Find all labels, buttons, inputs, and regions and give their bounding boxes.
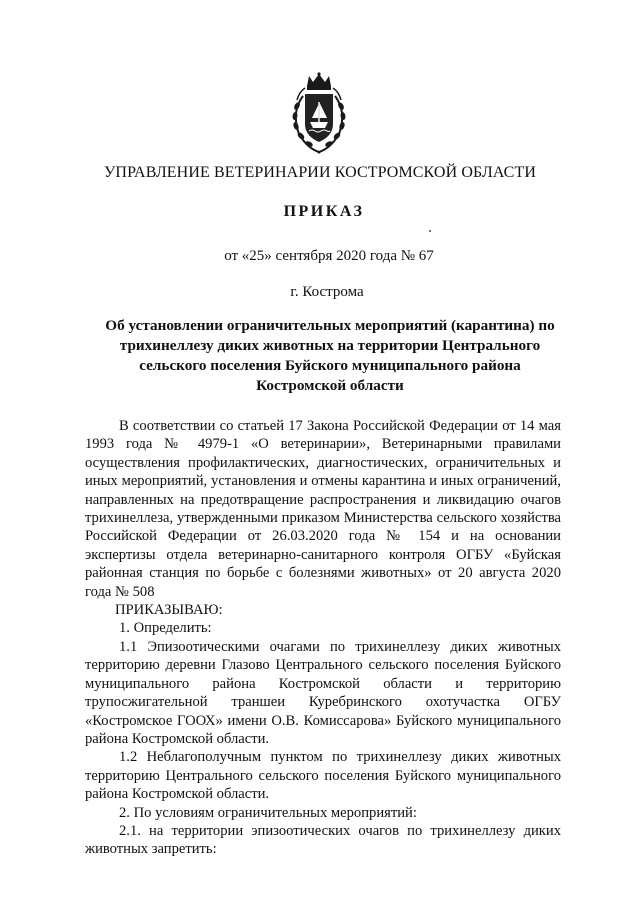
item-1-1: 1.1 Эпизоотическими очагами по трихинеллезу диких животных территорию деревни Глазово Центрального сельского поселения Буйского муниципального района Костромской области и территорию трупосжигательной траншеи Куребринского охотучастка ОГБУ «Костромское ГООХ» имени О.В. Комиссарова» Буйского муниципального района Костромской области. bbox=[85, 638, 561, 747]
scan-speck bbox=[429, 230, 431, 232]
item-1-2: 1.2 Неблагополучным пунктом по трихинеллезу диких животных территорию Центрального сельского поселения Буйского муниципального района Костромской области. bbox=[85, 749, 561, 803]
document-city: г. Кострома bbox=[290, 284, 364, 300]
document-type: ПРИКАЗ bbox=[283, 203, 365, 220]
order-word: ПРИКАЗЫВАЮ: bbox=[115, 602, 223, 619]
document-date-number: от «25» сентября 2020 года № 67 bbox=[224, 248, 434, 264]
item-2-1: 2.1. на территории эпизоотических очагов по трихинеллезу диких животных запретить: bbox=[85, 822, 561, 858]
document-subject: Об установлении ограничительных мероприятий (карантина) по трихинеллезу диких животных на территории Центрального сельского поселения Буйского муниципального района Костромской области bbox=[105, 317, 555, 394]
document-body bbox=[85, 417, 561, 859]
coat-of-arms-icon bbox=[285, 72, 353, 156]
preamble-paragraph: В соответствии со статьей 17 Закона Российской Федерации от 14 мая 1993 года № 4979-1 «О ветеринарии», Ветеринарными правилами осуществления профилактических, диагностических, ограничительных и иных мероприятий, установления и отмены карантина и иных ограничений, направленных на предотвращение распространения и ликвидацию очагов трихинеллеза, утвержденными приказом Министерства сельского хозяйства Российской Федерации от 26.03.2020 года № 154 и на основании экспертизы отдела ветеринарно-санитарного контроля ОГБУ «Буйская районная станция по борьбе с болезнями животных» от 20 августа 2020 года № 508 bbox=[85, 418, 561, 600]
agency-name: УПРАВЛЕНИЕ ВЕТЕРИНАРИИ КОСТРОМСКОЙ ОБЛАСТИ bbox=[104, 164, 536, 181]
item-2: 2. По условиям ограничительных мероприятий: bbox=[119, 804, 417, 821]
item-1: 1. Определить: bbox=[119, 620, 212, 637]
